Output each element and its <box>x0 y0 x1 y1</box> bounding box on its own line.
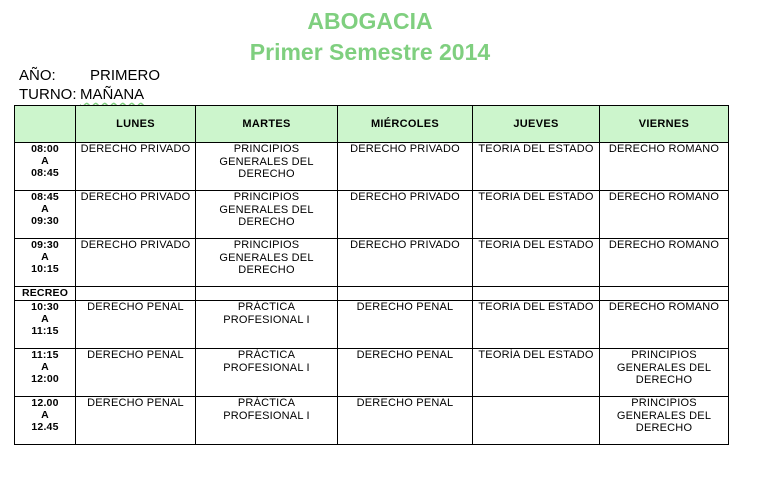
time-end: 12:00 <box>31 373 59 385</box>
class-cell: PRINCIPIOS GENERALES DEL DERECHO <box>196 239 338 287</box>
day-header: JUEVES <box>473 106 600 143</box>
day-header: VIERNES <box>600 106 729 143</box>
break-cell <box>600 287 729 301</box>
time-cell <box>15 301 76 349</box>
class-cell: DERECHO ROMANO <box>600 191 729 239</box>
time-start: 10:30 <box>31 301 59 313</box>
time-start: 08:00 <box>31 143 59 155</box>
page-title: ABOGACIA <box>307 8 433 34</box>
class-cell: DERECHO PRIVADO <box>338 239 473 287</box>
break-cell <box>76 287 196 301</box>
class-cell: DERECHO ROMANO <box>600 239 729 287</box>
time-end: 10:15 <box>31 263 59 275</box>
class-cell: DERECHO PENAL <box>338 349 473 397</box>
year-label: AÑO: <box>19 67 56 84</box>
class-cell: DERECHO PENAL <box>338 397 473 445</box>
time-sep: A <box>41 313 49 325</box>
time-sep: A <box>41 361 49 373</box>
time-sep: A <box>41 251 49 263</box>
class-cell: DERECHO PRIVADO <box>76 143 196 191</box>
time-sep: A <box>41 203 49 215</box>
time-sep: A <box>41 155 49 167</box>
time-cell <box>15 349 76 397</box>
class-cell: PRINCIPIOS GENERALES DEL DERECHO <box>196 143 338 191</box>
class-cell: DERECHO ROMANO <box>600 143 729 191</box>
time-end: 12.45 <box>31 421 59 433</box>
table-row <box>15 349 729 397</box>
class-cell: DERECHO PRIVADO <box>76 239 196 287</box>
time-start: 12.00 <box>31 397 59 409</box>
class-cell: PRINCIPIOS GENERALES DEL DERECHO <box>196 191 338 239</box>
year-row <box>19 67 161 85</box>
class-cell: PRÁCTICA PROFESIONAL I <box>196 301 338 349</box>
table-row <box>15 397 729 445</box>
class-cell: DERECHO PENAL <box>338 301 473 349</box>
time-end: 11:15 <box>31 325 59 337</box>
class-cell: TEORIA DEL ESTADO <box>473 191 600 239</box>
day-header: MARTES <box>196 106 338 143</box>
table-header-row <box>15 106 729 143</box>
time-end: 08:45 <box>31 167 59 179</box>
class-cell: TEORIA DEL ESTADO <box>473 301 600 349</box>
class-cell: PRÁCTICA PROFESIONAL I <box>196 349 338 397</box>
shift-label: TURNO: <box>19 86 77 103</box>
class-cell: TEORIA DEL ESTADO <box>473 143 600 191</box>
corner-cell <box>15 106 76 143</box>
year-value: PRIMERO <box>90 67 161 84</box>
class-cell: DERECHO PRIVADO <box>76 191 196 239</box>
break-cell <box>196 287 338 301</box>
time-cell <box>15 143 76 191</box>
class-cell <box>473 397 600 445</box>
break-cell <box>338 287 473 301</box>
class-cell: TEORÍA DEL ESTADO <box>473 349 600 397</box>
time-start: 11:15 <box>31 349 59 361</box>
break-label: RECREO <box>15 287 76 301</box>
time-cell <box>15 397 76 445</box>
class-cell: DERECHO ROMANO <box>600 301 729 349</box>
table-row <box>15 301 729 349</box>
class-cell: TEORIA DEL ESTADO <box>473 239 600 287</box>
shift-row <box>19 86 145 104</box>
day-header: LUNES <box>76 106 196 143</box>
class-cell: DERECHO PENAL <box>76 349 196 397</box>
break-row <box>15 287 729 301</box>
class-cell: DERECHO PRIVADO <box>338 143 473 191</box>
time-start: 09:30 <box>31 239 59 251</box>
class-cell: DERECHO PENAL <box>76 397 196 445</box>
class-cell: DERECHO PRIVADO <box>338 191 473 239</box>
table-row <box>15 239 729 287</box>
time-start: 08:45 <box>31 191 59 203</box>
table-row <box>15 191 729 239</box>
time-end: 09:30 <box>31 215 59 227</box>
table-row <box>15 143 729 191</box>
break-cell <box>473 287 600 301</box>
page-subtitle: Primer Semestre 2014 <box>249 39 491 65</box>
class-cell: PRINCIPIOS GENERALES DEL DERECHO <box>600 397 729 445</box>
schedule-table <box>14 105 729 445</box>
shift-value: MAÑANA <box>80 86 145 103</box>
time-cell <box>15 239 76 287</box>
time-cell <box>15 191 76 239</box>
class-cell: PRÁCTICA PROFESIONAL I <box>196 397 338 445</box>
time-sep: A <box>41 409 49 421</box>
class-cell: PRINCIPIOS GENERALES DEL DERECHO <box>600 349 729 397</box>
class-cell: DERECHO PENAL <box>76 301 196 349</box>
day-header: MIÉRCOLES <box>338 106 473 143</box>
